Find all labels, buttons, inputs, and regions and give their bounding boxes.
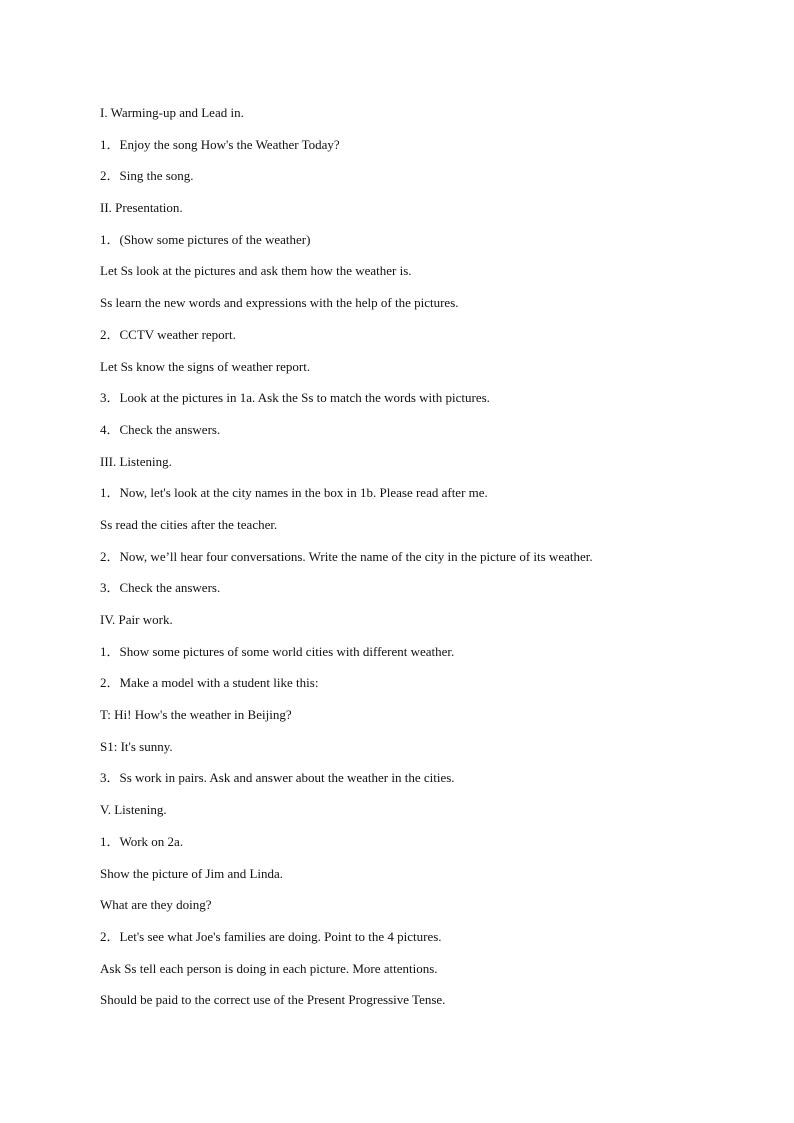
list-item: 2．Let's see what Joe's families are doing. Point to the 4 pictures. xyxy=(100,928,442,944)
section-heading-pair-work: IV. Pair work. xyxy=(100,612,173,627)
document-body xyxy=(100,103,700,1022)
section-heading-listening: III. Listening. xyxy=(100,453,172,469)
section-heading-warming-up: I. Warming-up and Lead in. xyxy=(100,105,244,120)
paragraph: What are they doing? xyxy=(100,897,212,913)
list-item: 3．Look at the pictures in 1a. Ask the Ss to match the words with pictures. xyxy=(100,390,490,406)
paragraph: Ss read the cities after the teacher. xyxy=(100,516,278,532)
paragraph: Should be paid to the correct use of the Present Progressive Tense. xyxy=(100,992,446,1008)
paragraph: Ss learn the new words and expressions with the help of the pictures. xyxy=(100,295,459,311)
list-item: 2．Make a model with a student like this: xyxy=(100,675,319,691)
list-item: 3．Ss work in pairs. Ask and answer about the weather in the cities. xyxy=(100,770,455,786)
list-item: 1．Show some pictures of some world cities with different weather. xyxy=(100,643,455,659)
list-item: 4．Check the answers. xyxy=(100,421,221,437)
list-item: 2．CCTV weather report. xyxy=(100,326,236,342)
dialogue-line: T: Hi! How's the weather in Beijing? xyxy=(100,707,292,723)
section-heading-listening-2: V. Listening. xyxy=(100,802,167,818)
list-item: 1．Now, let's look at the city names in the box in 1b. Please read after me. xyxy=(100,485,488,501)
dialogue-line: S1: It's sunny. xyxy=(100,738,173,754)
list-item: 1．Enjoy the song How's the Weather Today? xyxy=(100,136,340,152)
paragraph: Show the picture of Jim and Linda. xyxy=(100,865,284,881)
list-item: 2．Sing the song. xyxy=(100,168,194,184)
list-item: 2．Now, we’ll hear four conversations. Write the name of the city in the picture of its weather. xyxy=(100,548,593,564)
list-item: 3．Check the answers. xyxy=(100,580,221,596)
list-item: 1．(Show some pictures of the weather) xyxy=(100,231,311,247)
paragraph: Ask Ss tell each person is doing in each picture. More attentions. xyxy=(100,960,438,976)
list-item: 1．Work on 2a. xyxy=(100,833,184,849)
paragraph: Let Ss look at the pictures and ask them how the weather is. xyxy=(100,263,412,279)
section-heading-presentation: II. Presentation. xyxy=(100,200,183,216)
paragraph: Let Ss know the signs of weather report. xyxy=(100,358,311,374)
